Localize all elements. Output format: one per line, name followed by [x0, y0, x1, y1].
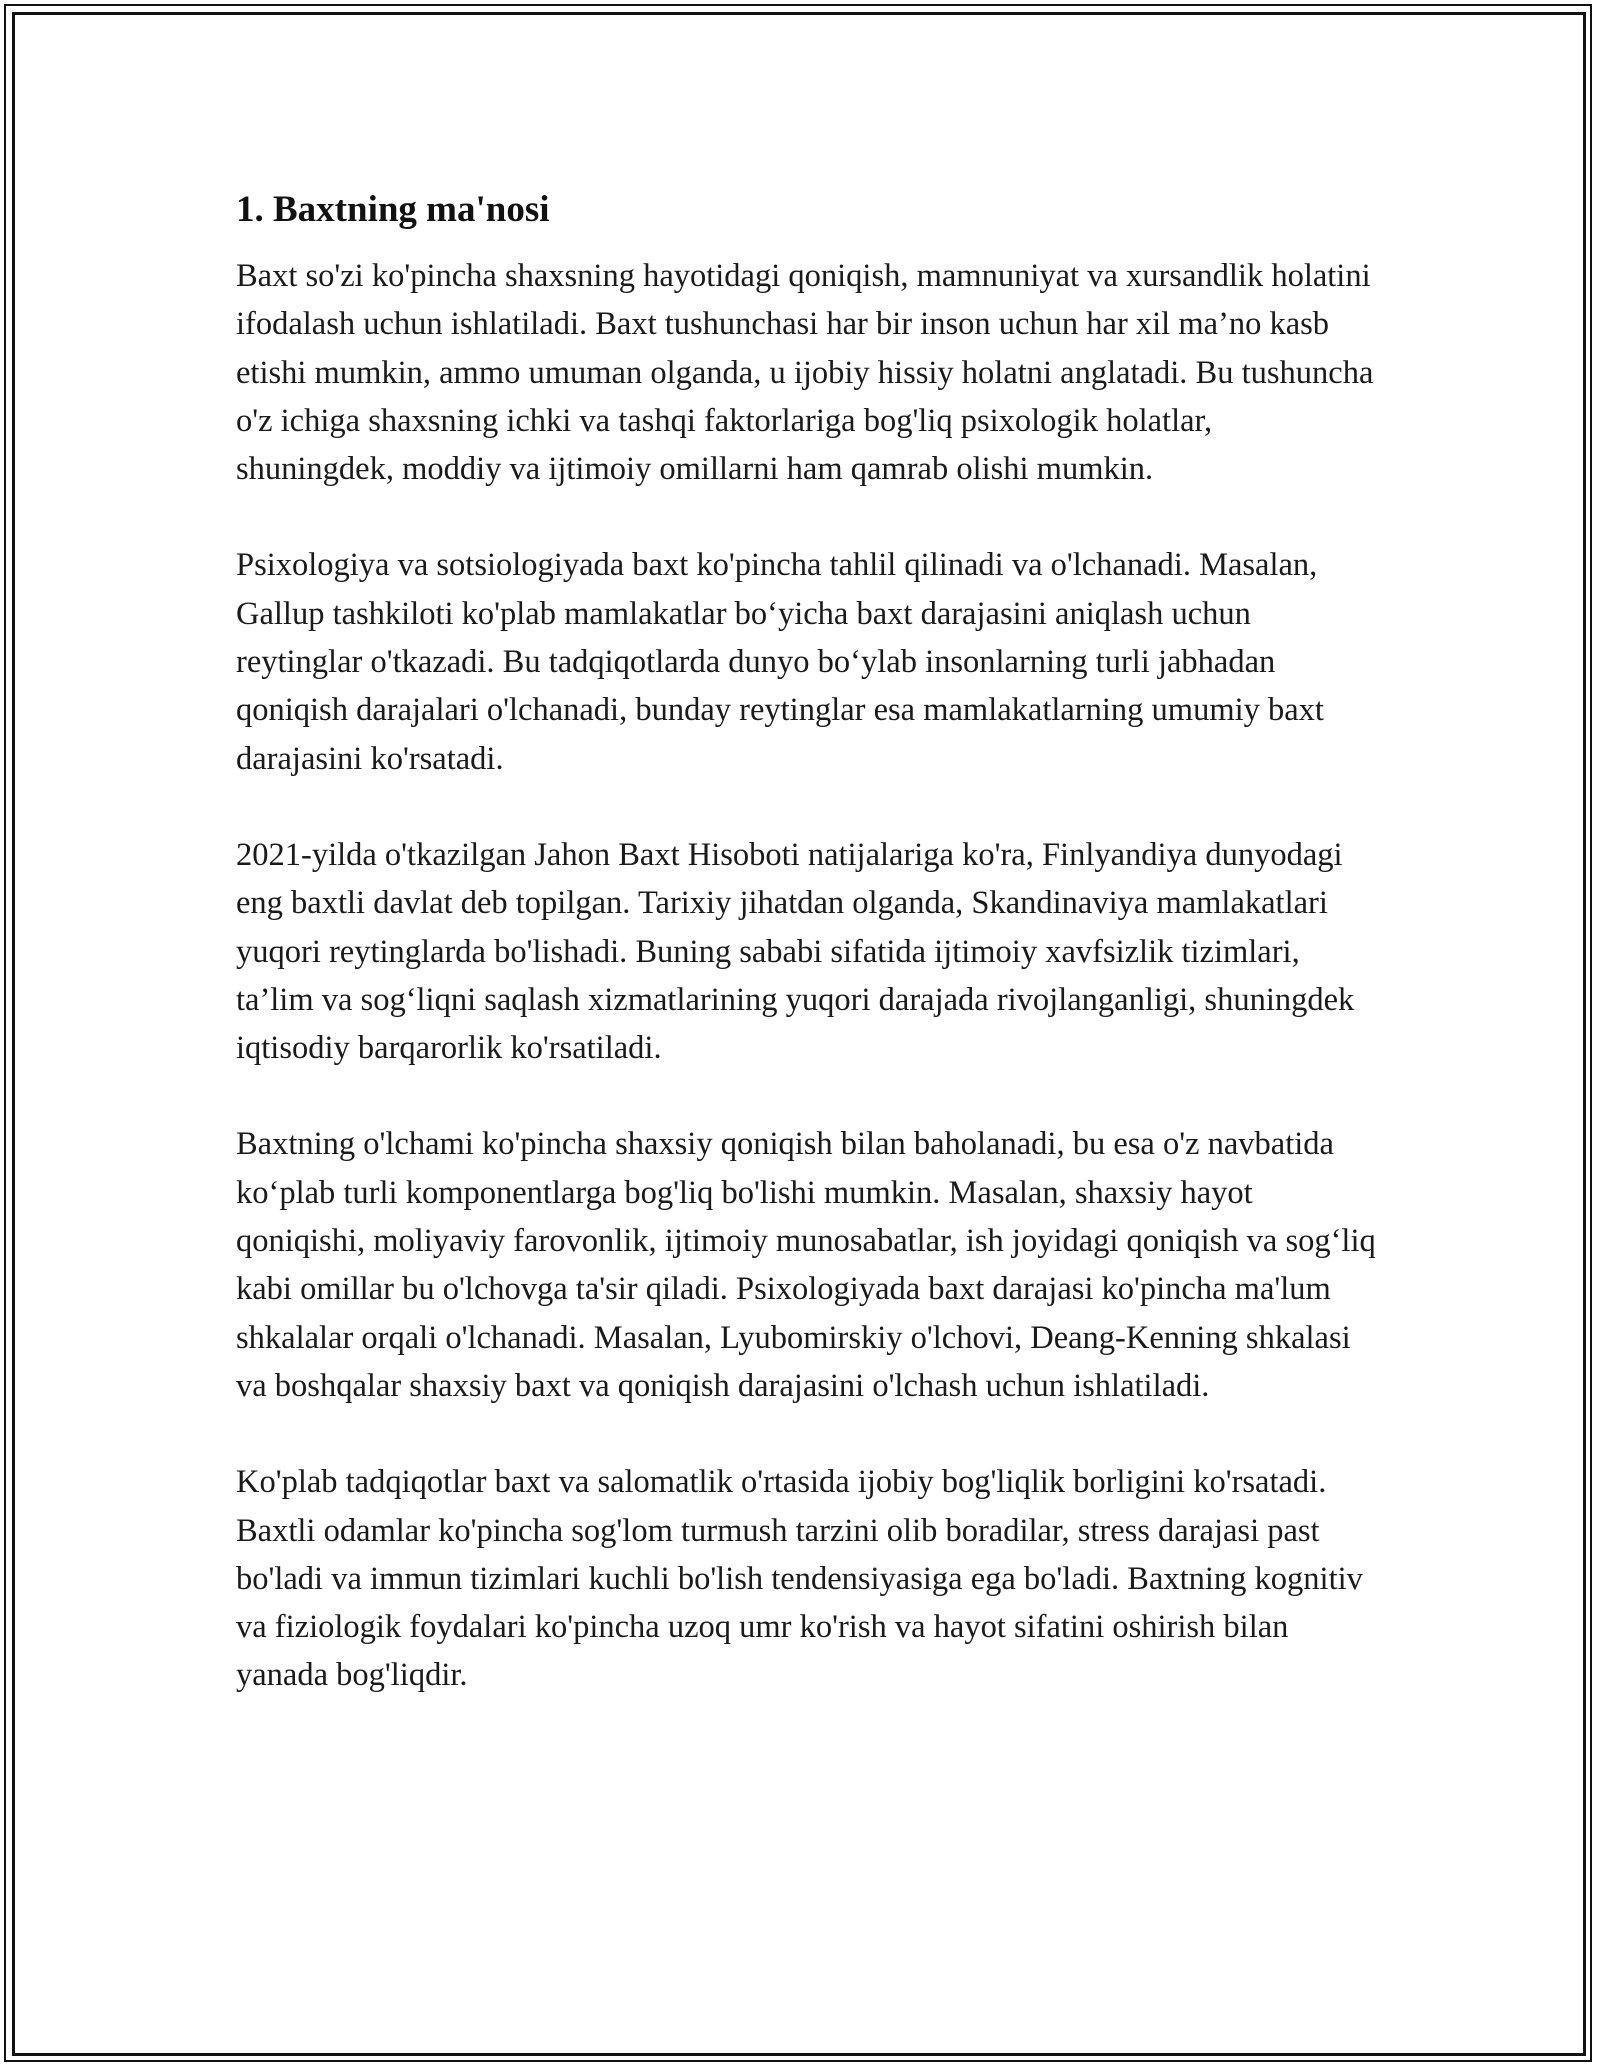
paragraph-5: Ko'plab tadqiqotlar baxt va salomatlik o'rtasida ijobiy bog'liqlik borligini ko'rsatadi. Baxtli odamlar ko'pincha sog'lom turmush tarzini olib boradilar, stress darajasi past bo'ladi va immun tizimlari kuchli bo'lish tendensiyasiga ega bo'ladi. Baxtning kognitiv va fiziologik foydalari ko'pincha uzoq umr ko'rish va hayot sifatini oshirish bilan yanada bog'liqdir.	[236, 1464, 1363, 1694]
paragraph-1: Baxt so'zi ko'pincha shaxsning hayotidagi qoniqish, mamnuniyat va xursandlik holatini ifodalash uchun ishlatiladi. Baxt tushunchasi har bir inson uchun har xil ma’no kasb etishi mumkin, ammo umuman olganda, u ijobiy hissiy holatni anglatadi. Bu tushuncha o'z ichiga shaxsning ichki va tashqi faktorlariga bog'liq psixologik holatlar, shuningdek, moddiy va ijtimoiy omillarni ham qamrab olishi mumkin.	[236, 258, 1374, 488]
paragraph-4: Baxtning o'lchami ko'pincha shaxsiy qoniqish bilan baholanadi, bu esa o'z navbatida ko‘plab turli komponentlarga bog'liq bo'lishi mumkin. Masalan, shaxsiy hayot qoniqishi, moliyaviy farovonlik, ijtimoiy munosabatlar, ish joyidagi qoniqish va sog‘liq kabi omillar bu o'lchovga ta'sir qiladi. Psixologiyada baxt darajasi ko'pincha ma'lum shkalalar orqali o'lchanadi. Masalan, Lyubomirskiy o'lchovi, Deang-Kenning shkalasi va boshqalar shaxsiy baxt va qoniqish darajasini o'lchash uchun ishlatiladi.	[236, 1126, 1376, 1404]
document-body	[236, 186, 1376, 1700]
paragraph-2: Psixologiya va sotsiologiyada baxt ko'pincha tahlil qilinadi va o'lchanadi. Masalan, Gallup tashkiloti ko'plab mamlakatlar bo‘yicha baxt darajasini aniqlash uchun reytinglar o'tkazadi. Bu tadqiqotlarda dunyo bo‘ylab insonlarning turli jabhadan qoniqish darajalari o'lchanadi, bunday reytinglar esa mamlakatlarning umumiy baxt darajasini ko'rsatadi.	[236, 547, 1324, 777]
paragraph-3: 2021-yilda o'tkazilgan Jahon Baxt Hisoboti natijalariga ko'ra, Finlyandiya dunyodagi eng baxtli davlat deb topilgan. Tarixiy jihatdan olganda, Skandinaviya mamlakatlari yuqori reytinglarda bo'lishadi. Buning sababi sifatida ijtimoiy xavfsizlik tizimlari, ta’lim va sog‘liqni saqlash xizmatlarining yuqori darajada rivojlanganligi, shuningdek iqtisodiy barqarorlik ko'rsatiladi.	[236, 836, 1355, 1067]
section-heading: 1. Baxtning ma'nosi	[236, 189, 550, 230]
